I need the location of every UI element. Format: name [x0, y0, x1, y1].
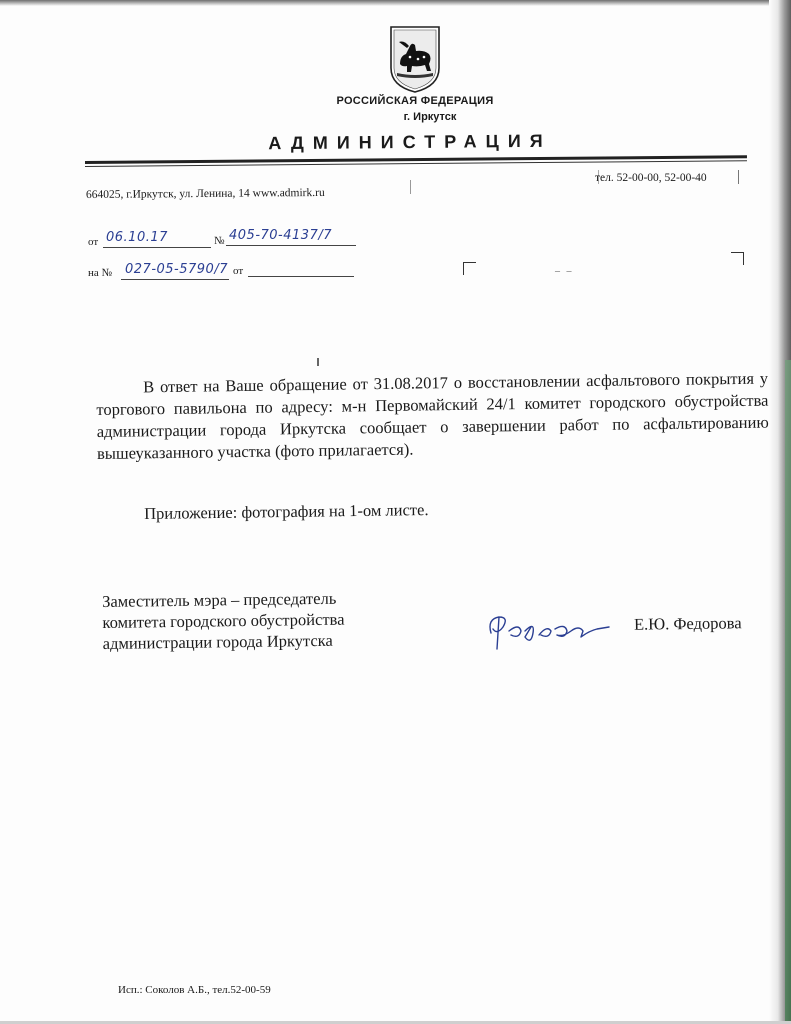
reply-from-label: от — [233, 265, 244, 277]
reg-number-underline — [226, 245, 356, 246]
coat-of-arms-icon — [388, 24, 442, 94]
scan-edge-top — [0, 0, 791, 6]
letter-body: В ответ на Ваше обращение от 31.08.2017 о восстановлении асфальтового покрытия у торгового павильона по адресу: м-н Первомайский 24/1 комитет городского обустройства администрации города Иркутска сообщает о завершении работ по асфальтированию вышеуказанного участка (фото прилагается). — [96, 368, 769, 463]
scan-edge-stripe — [785, 360, 791, 1024]
reg-number-label: № — [214, 235, 225, 247]
field-bracket — [410, 180, 411, 194]
scan-mark — [317, 358, 319, 366]
reply-number-underline — [121, 279, 229, 280]
address-line: 664025, г.Иркутск, ул. Ленина, 14 www.admirk.ru — [85, 186, 325, 201]
reply-label: на № — [88, 267, 113, 279]
reg-date: 06.10.17 — [106, 230, 168, 245]
signatory-title-line: комитета городского обустройства — [102, 609, 345, 632]
signatory-title-line: администрации города Иркутска — [102, 630, 333, 653]
signatory-name: Е.Ю. Федорова — [633, 613, 742, 634]
signatory-title-line: Заместитель мэра – председатель — [102, 588, 337, 611]
field-bracket — [738, 170, 739, 184]
organization-title: АДМИНИСТРАЦИЯ — [268, 130, 552, 154]
executor-line: Исп.: Соколов А.Б., тел.52-00-59 — [118, 984, 271, 996]
signatory-title — [102, 588, 345, 654]
phone-line: тел. 52-00-00, 52-00-40 — [595, 172, 707, 184]
reply-from-underline — [248, 276, 354, 277]
country-name: РОССИЙСКАЯ ФЕДЕРАЦИЯ — [336, 95, 494, 107]
address-block-marks: ‒ ‒ — [555, 266, 574, 277]
city-name: г. Иркутск — [403, 111, 457, 123]
reg-from-label: от — [88, 236, 99, 248]
address-block-corner — [463, 262, 476, 275]
letter-appendix: Приложение: фотография на 1-ом листе. — [144, 500, 429, 523]
handwritten-signature — [485, 605, 615, 660]
reg-date-underline — [103, 247, 211, 248]
reply-number: 027-05-5790/7 — [125, 262, 228, 277]
address-block-corner — [731, 252, 744, 265]
reg-number: 405-70-4137/7 — [229, 228, 332, 243]
